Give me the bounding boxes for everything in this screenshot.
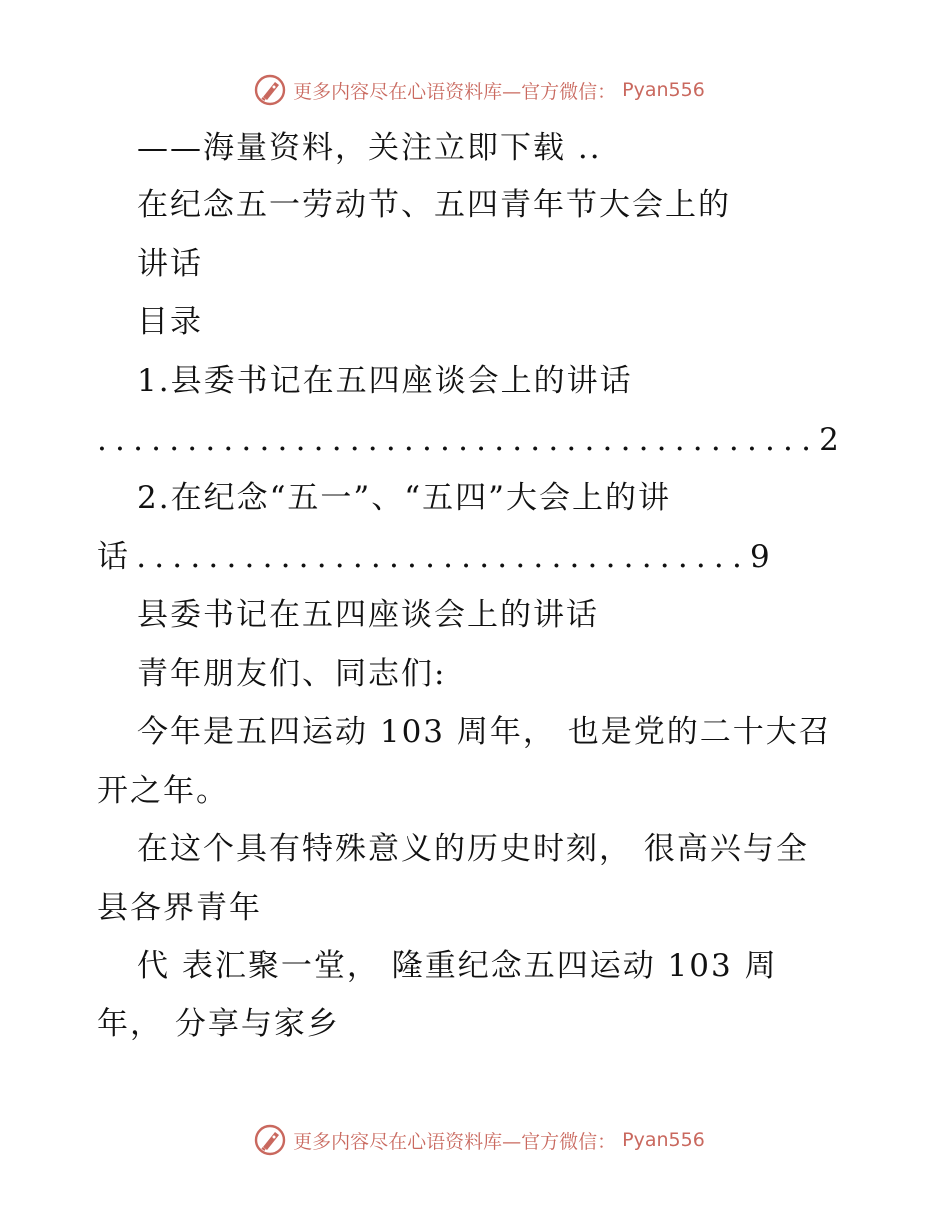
toc-heading: 目录 <box>137 304 203 340</box>
paragraph-line-3: 在这个具有特殊意义的历史时刻， 很高兴与全 <box>137 831 809 867</box>
paragraph-line-6: 年， 分享与家乡 <box>97 1006 340 1042</box>
salutation: 青年朋友们、同志们: <box>137 656 447 692</box>
watermark-wechat-id: Pyan556 <box>622 1129 705 1151</box>
document-title-line2: 讲话 <box>137 246 203 282</box>
watermark-content <box>245 73 705 107</box>
watermark-content <box>245 1123 705 1157</box>
toc-entry-2-leader[interactable]: 话..................................9 <box>97 539 778 575</box>
watermark-banner-top <box>0 70 950 110</box>
pen-nib-icon <box>253 1123 287 1157</box>
watermark-banner-bottom <box>0 1120 950 1160</box>
watermark-wechat-id: Pyan556 <box>622 79 705 101</box>
paragraph-line-1: 今年是五四运动 103 周年， 也是党的二十大召 <box>137 714 832 750</box>
paragraph-line-4: 县各界青年 <box>97 890 262 926</box>
toc-entry-2-title[interactable]: 2.在纪念“五一”、“五四”大会上的讲 <box>137 480 671 516</box>
watermark-text: 更多内容尽在心语资料库—官方微信： <box>293 80 617 103</box>
watermark-text: 更多内容尽在心语资料库—官方微信： <box>293 1130 617 1153</box>
toc-entry-1-leader[interactable]: ........................................2 <box>97 422 848 458</box>
toc-entry-1-title[interactable]: 1.县委书记在五四座谈会上的讲话 <box>137 363 633 399</box>
paragraph-line-2: 开之年。 <box>97 773 229 809</box>
paragraph-line-5: 代 表汇聚一堂， 隆重纪念五四运动 103 周 <box>137 948 778 984</box>
section-title: 县委书记在五四座谈会上的讲话 <box>137 597 599 633</box>
document-title-line1: 在纪念五一劳动节、五四青年节大会上的 <box>137 187 731 223</box>
intro-line: ——海量资料，关注立即下载 .. <box>137 130 602 166</box>
pen-nib-icon <box>253 73 287 107</box>
